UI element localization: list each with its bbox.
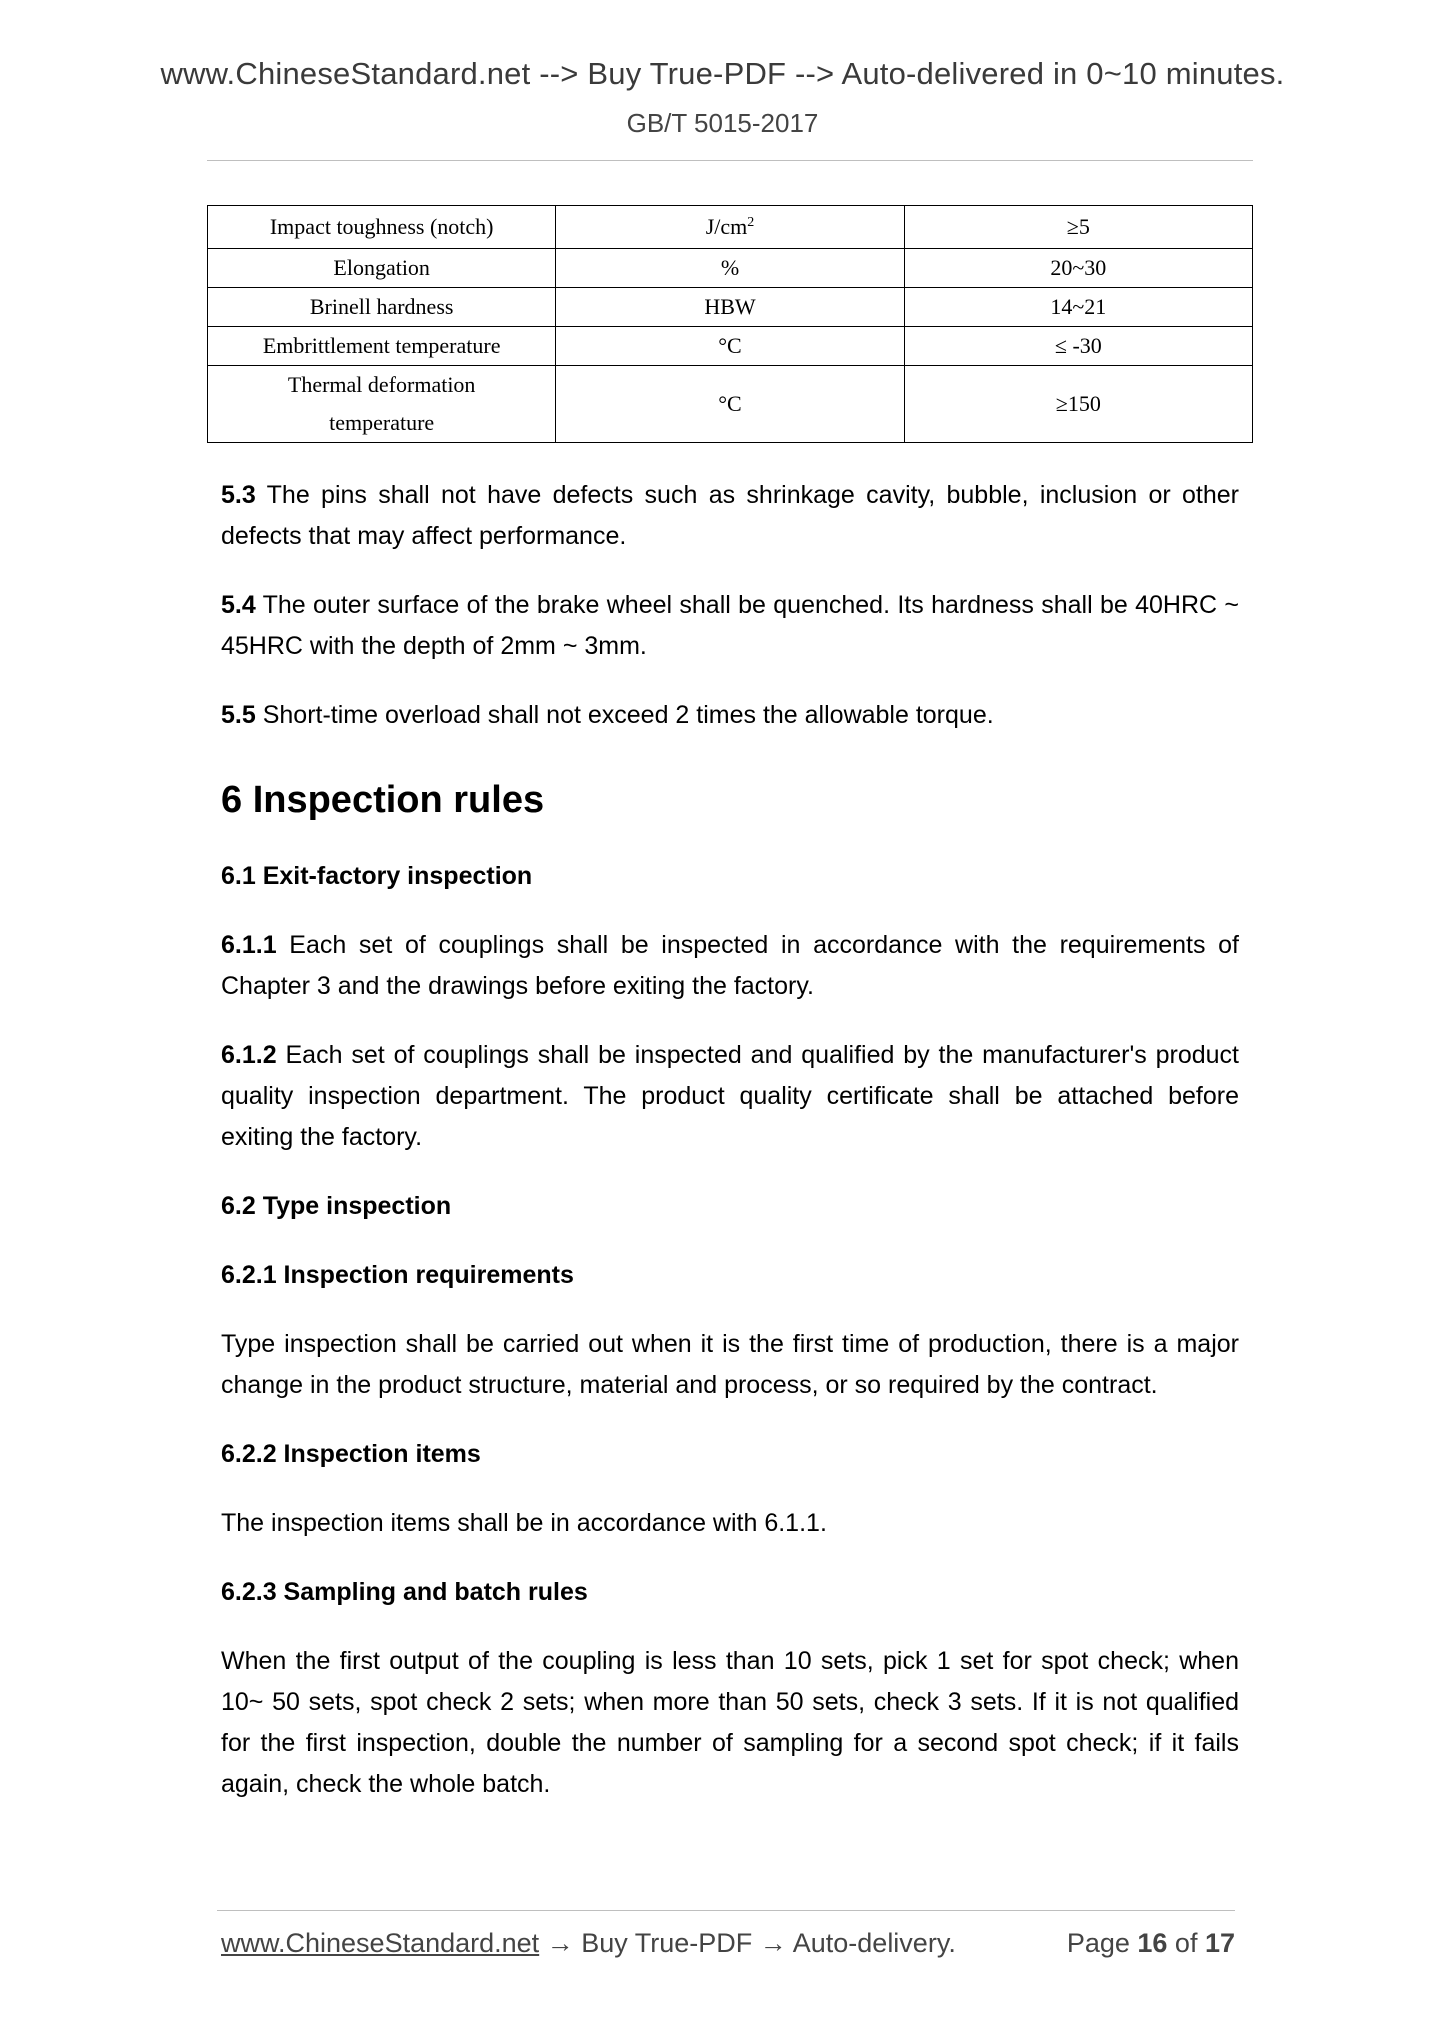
clause-5-4: 5.4 The outer surface of the brake wheel shall be quenched. Its hardness shall be 40HRC ~ 45HRC with the depth of 2mm ~ 3mm. xyxy=(221,591,1239,660)
clause-6-2-3: When the first output of the coupling is less than 10 sets, pick 1 set for spot check; when 10~ 50 sets, spot check 2 sets; when more than 50 sets, check 3 sets. If it is not qualified for the first inspection, double the number of sampling for a second spot check; if it fails again, check the whole batch. xyxy=(221,1647,1239,1798)
clause-6-1-2: 6.1.2 Each set of couplings shall be inspected and qualified by the manufacturer's product quality inspection department. The product quality certificate shall be attached before exiting the factory. xyxy=(221,1041,1239,1151)
table-cell: 14~21 xyxy=(904,288,1252,327)
document-body xyxy=(221,475,1239,1805)
table-cell: °C xyxy=(556,327,904,366)
standard-number: GB/T 5015-2017 xyxy=(626,108,819,138)
page-footer xyxy=(221,1928,1235,1959)
section-6-2-heading: 6.2 Type inspection xyxy=(221,1192,452,1220)
table-row xyxy=(208,366,1253,443)
table-row xyxy=(208,288,1253,327)
clause-6-2-2: The inspection items shall be in accordance with 6.1.1. xyxy=(221,1509,827,1537)
table-cell: °C xyxy=(556,366,904,443)
table-cell: ≥150 xyxy=(904,366,1252,443)
table-cell: Brinell hardness xyxy=(208,288,556,327)
section-6-2-2-heading: 6.2.2 Inspection items xyxy=(221,1440,481,1468)
material-properties-table xyxy=(207,205,1253,443)
footer-divider xyxy=(217,1910,1235,1911)
section-6-heading: 6 Inspection rules xyxy=(221,779,545,821)
table-cell: Embrittlement temperature xyxy=(208,327,556,366)
table-cell: Impact toughness (notch) xyxy=(208,206,556,249)
header-divider xyxy=(207,160,1253,161)
table-row xyxy=(208,206,1253,249)
table-cell: 20~30 xyxy=(904,249,1252,288)
section-6-1-heading: 6.1 Exit-factory inspection xyxy=(221,862,533,890)
footer-tagline: → Buy True-PDF → Auto-delivery. xyxy=(539,1928,956,1958)
table-cell: Thermal deformation temperature xyxy=(208,366,556,443)
site-banner: www.ChineseStandard.net --> Buy True-PDF --> Auto-delivered in 0~10 minutes. xyxy=(160,56,1285,91)
table-cell: ≥5 xyxy=(904,206,1252,249)
footer-site-link[interactable]: www.ChineseStandard.net xyxy=(221,1928,540,1958)
table-row xyxy=(208,249,1253,288)
section-6-2-1-heading: 6.2.1 Inspection requirements xyxy=(221,1261,574,1289)
page-indicator: Page 16 of 17 xyxy=(1066,1928,1235,1958)
table-cell: HBW xyxy=(556,288,904,327)
clause-6-1-1: 6.1.1 Each set of couplings shall be inspected in accordance with the requirements of Chapter 3 and the drawings before exiting the factory. xyxy=(221,931,1239,1000)
table-cell: ≤ -30 xyxy=(904,327,1252,366)
clause-5-3: 5.3 The pins shall not have defects such as shrinkage cavity, bubble, inclusion or other defects that may affect performance. xyxy=(221,481,1239,550)
table-cell: % xyxy=(556,249,904,288)
table-cell: Elongation xyxy=(208,249,556,288)
table-row xyxy=(208,327,1253,366)
table-cell: $J/cm^2$ xyxy=(556,206,904,249)
section-6-2-3-heading: 6.2.3 Sampling and batch rules xyxy=(221,1578,588,1606)
clause-5-5: 5.5 Short-time overload shall not exceed 2 times the allowable torque. xyxy=(221,701,994,729)
clause-6-2-1: Type inspection shall be carried out when it is the first time of production, there is a major change in the product structure, material and process, or so required by the contract. xyxy=(221,1330,1239,1399)
